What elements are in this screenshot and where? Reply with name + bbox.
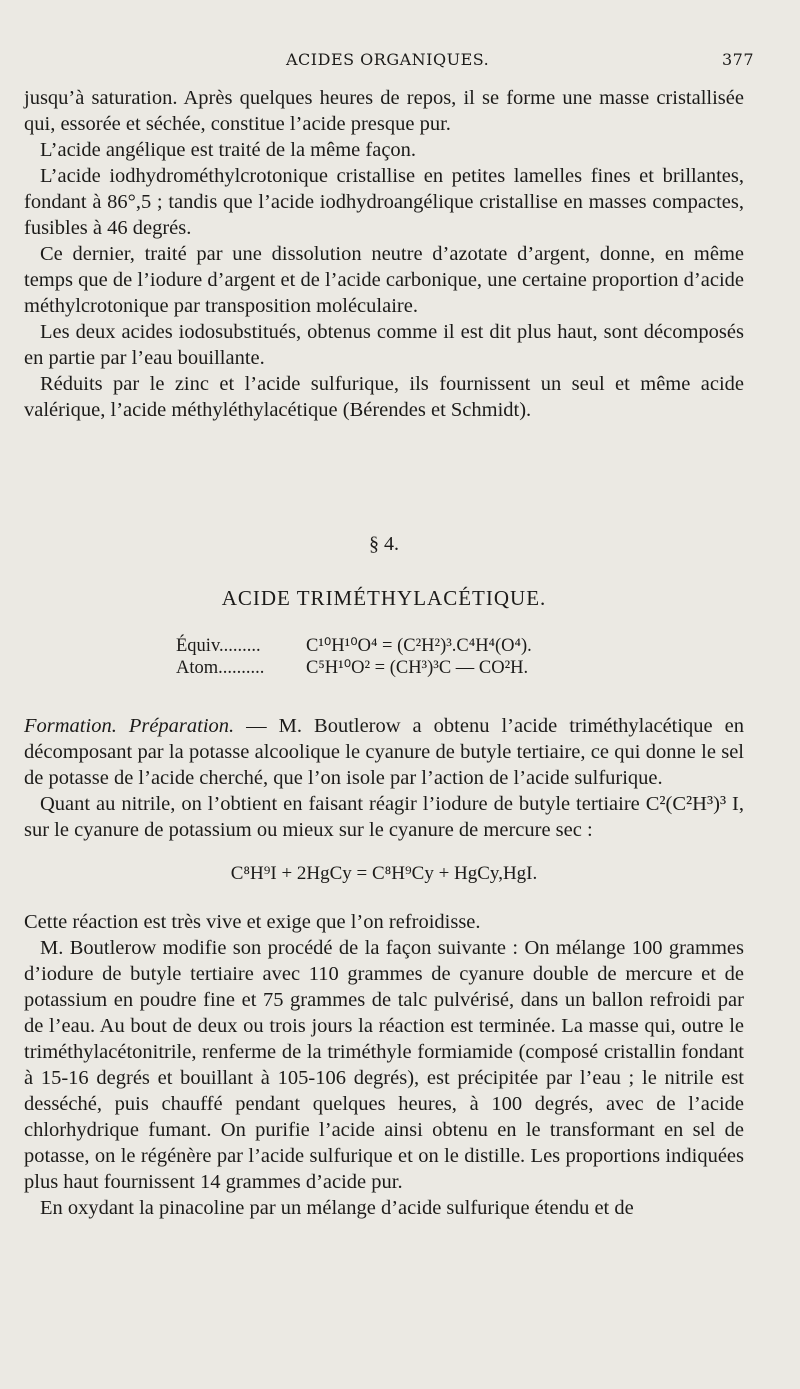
paragraph: Cette réaction est très vive et exige que l’on refroidisse.: [24, 911, 481, 933]
paragraph: Ce dernier, traité par une dissolution neutre d’azotate d’argent, donne, en même temps que de l’iodure d’argent et de l’acide carbonique, une certaine proportion d’acide méthylcrotonique par transposition moléculaire.: [24, 243, 744, 317]
formula-label: Atom..........: [176, 658, 265, 678]
page-number: 377: [721, 50, 754, 69]
paragraph: L’acide iodhydrométhylcrotonique cristallise en petites lamelles fines et brillantes, fondant à 86°,5 ; tandis que l’acide iodhydroangélique cristallise en masses compactes, fusibles à 46 degrés.: [24, 165, 744, 239]
section-mark: § 4.: [369, 533, 399, 555]
paragraph: jusqu’à saturation. Après quelques heures de repos, il se forme une masse cristallisée qui, essorée et séchée, constitue l’acide presque pur.: [24, 87, 744, 135]
reaction-equation: C⁸H⁹I + 2HgCy = C⁸H⁹Cy + HgCy,HgI.: [230, 863, 538, 884]
formula-block: [176, 635, 744, 679]
section-title: ACIDE TRIMÉTHYLACÉTIQUE.: [221, 586, 547, 610]
formation-heading: Formation. Préparation.: [24, 715, 235, 737]
formula-label: Équiv.........: [176, 636, 261, 656]
formula-value: C⁵H¹⁰O² = (CH³)³C — CO²H.: [306, 658, 529, 678]
formula-row-equiv: [176, 635, 744, 657]
formation-paragraph: [24, 713, 744, 791]
paragraph: L’acide angélique est traité de la même façon.: [40, 139, 417, 161]
paragraph: M. Boutlerow modifie son procédé de la façon suivante : On mélange 100 grammes d’iodure de butyle tertiaire avec 110 grammes de cyanure double de mercure et de potassium en poudre fine et 75 grammes de talc pulvérisé, dans un ballon refroidi par de l’eau. Au bout de deux ou trois jours la réaction est terminée. La masse qui, outre le triméthylacétonitrile, renferme de la triméthyle formiamide (composé cristallin fondant à 15-16 degrés et bouillant à 105-106 degrés), est précipitée par l’eau ; le nitrile est desséché, puis chauffé pendant quelques heures, à 100 degrés, avec de l’acide chlorhydrique fumant. On purifie l’acide ainsi obtenu en le transformant en sel de potasse, on le régénère par l’acide sulfurique et on le distille. Les proportions indiquées plus haut fournissent 14 grammes d’acide pur.: [24, 937, 744, 1193]
running-header: [24, 50, 754, 76]
paragraph: En oxydant la pinacoline par un mélange d’acide sulfurique étendu et de: [40, 1197, 634, 1219]
formation-text: — M. Boutlerow a obtenu l’acide triméthylacétique en décomposant par la potasse alcoolique le cyanure de butyle tertiaire, ce qui donne le sel de potasse de l’acide cherché, que l’on isole par l’action de l’acide sulfurique.: [24, 715, 745, 789]
formula-value: C¹⁰H¹⁰O⁴ = (C²H²)³.C⁴H⁴(O⁴).: [306, 636, 532, 656]
running-title: ACIDES ORGANIQUES.: [286, 50, 490, 69]
paragraph: Réduits par le zinc et l’acide sulfurique, ils fournissent un seul et même acide valérique, l’acide méthyléthylacétique (Bérendes et Schmidt).: [24, 373, 744, 421]
paragraph: Les deux acides iodosubstitués, obtenus comme il est dit plus haut, sont décomposés en partie par l’eau bouillante.: [24, 321, 744, 369]
formula-row-atom: [176, 657, 744, 679]
paragraph: Quant au nitrile, on l’obtient en faisant réagir l’iodure de butyle tertiaire C²(C²H³)³ I, sur le cyanure de potassium ou mieux sur le cyanure de mercure sec :: [24, 793, 744, 841]
page-body: [24, 85, 744, 1221]
